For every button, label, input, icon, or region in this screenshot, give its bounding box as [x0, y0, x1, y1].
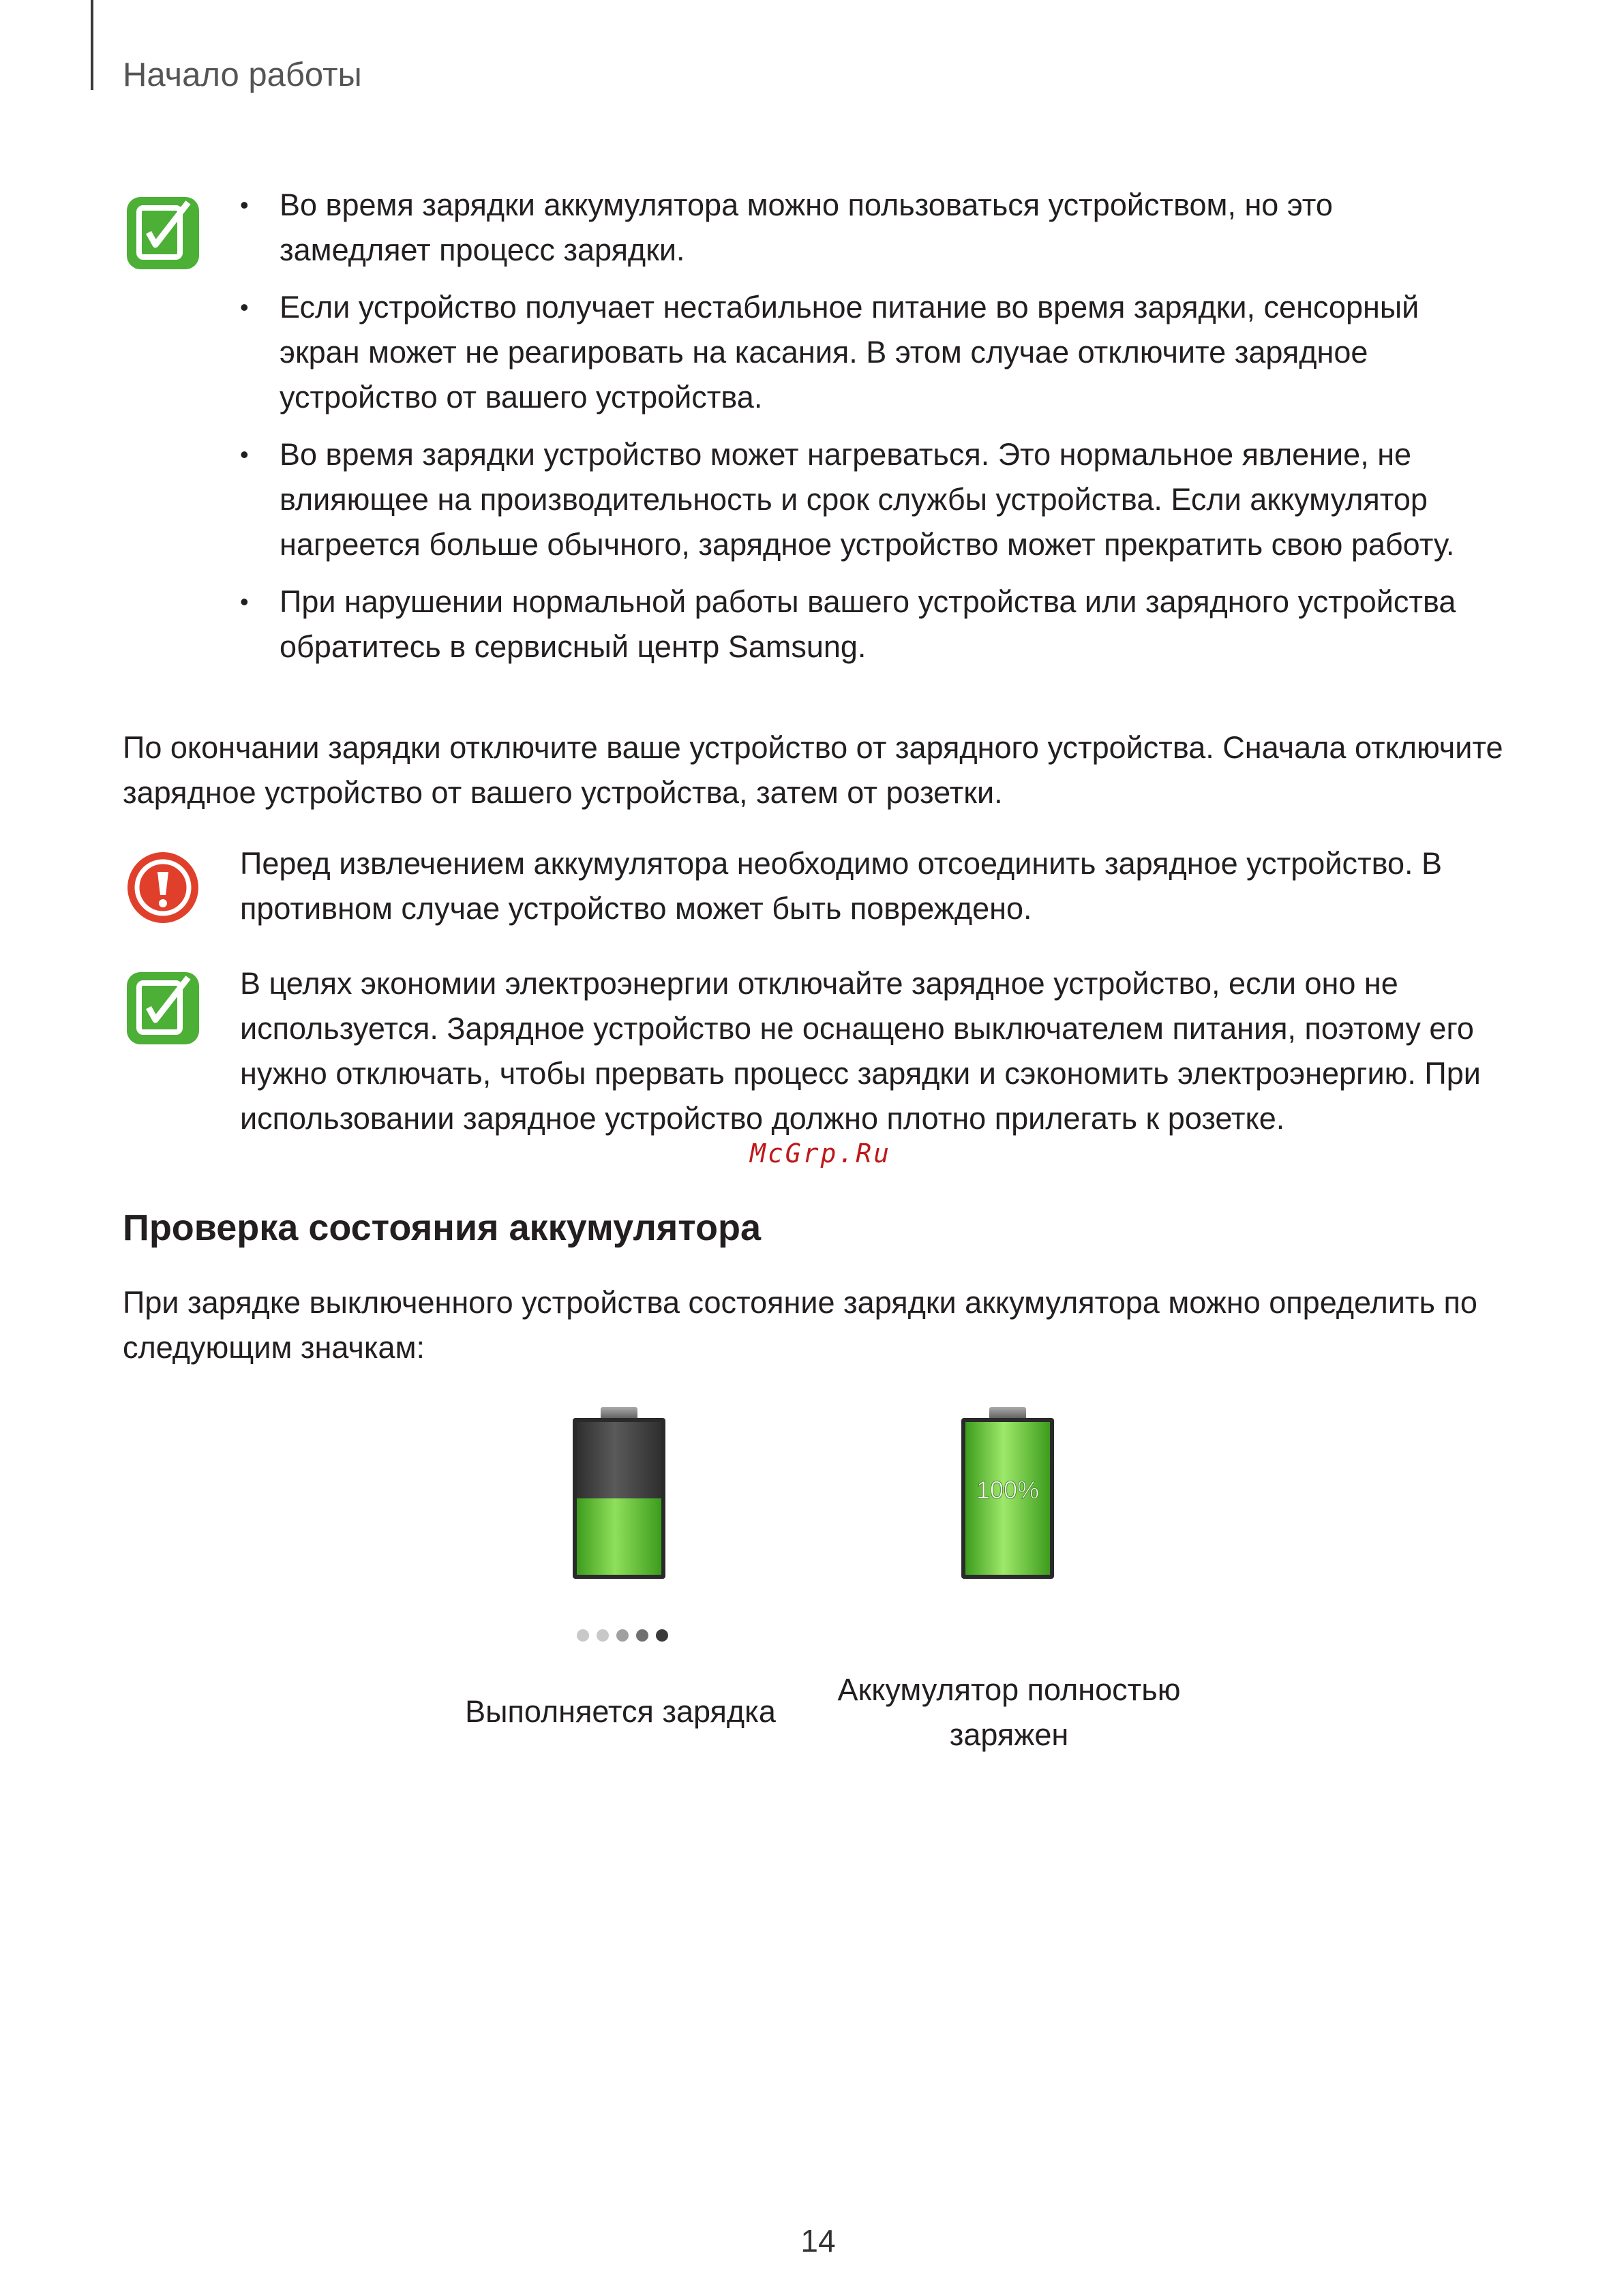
header-side-rule	[91, 0, 93, 90]
progress-dot	[616, 1629, 629, 1642]
battery-fill	[577, 1498, 661, 1575]
bullet-text: Во время зарядки аккумулятора можно пользоваться устройством, но это замедляет процесс зарядки.	[280, 187, 1333, 267]
battery-section-heading: Проверка состояния аккумулятора	[123, 1207, 762, 1248]
list-item: • Во время зарядки устройство может нагреваться. Это нормальное явление, не влияющее на производительность и срок службы устройства. Если аккумулятор нагреется больше обычного, зарядное устройство может прекратить свою работу.	[240, 437, 1455, 562]
note-bullet-list	[230, 183, 1492, 682]
section-title: Начало работы	[123, 57, 362, 93]
battery-full-icon	[946, 1404, 1069, 1582]
progress-dot	[577, 1629, 589, 1642]
note-check-icon	[123, 968, 203, 1048]
progress-dot	[656, 1629, 668, 1642]
energy-note-text: В целях экономии электроэнергии отключайте зарядное устройство, если оно не используется. Зарядное устройство не оснащено выключателем питания, поэтому его нужно отключать, чтобы прервать процесс зарядки и сэкономить электроэнергию. При использовании зарядное устройство должно плотно прилегать к розетке.	[240, 966, 1481, 1136]
battery-full-label: 100%	[976, 1476, 1040, 1504]
bullet-text: Во время зарядки устройство может нагреваться. Это нормальное явление, не влияющее на производительность и срок службы устройства. Если аккумулятор нагреется больше обычного, зарядное устройство может прекратить свою работу.	[280, 437, 1455, 562]
list-item: • При нарушении нормальной работы вашего устройства или зарядного устройства обратитесь в сервисный центр Samsung.	[240, 584, 1456, 664]
battery-charging-icon	[558, 1404, 680, 1582]
after-charging-paragraph: По окончании зарядки отключите ваше устройство от зарядного устройства. Сначала отключите зарядное устройство от вашего устройства, затем от розетки.	[123, 730, 1503, 810]
charging-progress-dots	[577, 1629, 668, 1642]
progress-dot	[636, 1629, 648, 1642]
bullet-text: Если устройство получает нестабильное питание во время зарядки, сенсорный экран может не реагировать на касания. В этом случае отключите зарядное устройство от вашего устройства.	[280, 290, 1419, 414]
charging-caption: Выполняется зарядка	[465, 1694, 776, 1729]
note-check-icon	[123, 193, 203, 273]
list-item: • Если устройство получает нестабильное питание во время зарядки, сенсорный экран может не реагировать на касания. В этом случае отключите зарядное устройство от вашего устройства.	[240, 290, 1419, 414]
full-caption: Аккумулятор полностью заряжен	[837, 1672, 1181, 1752]
progress-dot	[597, 1629, 609, 1642]
page-number: 14	[800, 2223, 836, 2259]
list-item: • Во время зарядки аккумулятора можно пользоваться устройством, но это замедляет процесс зарядки.	[240, 187, 1333, 267]
caution-icon	[123, 847, 203, 928]
battery-intro-paragraph: При зарядке выключенного устройства состояние зарядки аккумулятора можно определить по следующим значкам:	[123, 1285, 1477, 1365]
bullet-text: При нарушении нормальной работы вашего устройства или зарядного устройства обратитесь в сервисный центр Samsung.	[280, 584, 1456, 664]
watermark: McGrp.Ru	[750, 1138, 892, 1168]
caution-text: Перед извлечением аккумулятора необходимо отсоединить зарядное устройство. В противном случае устройство может быть повреждено.	[240, 846, 1443, 926]
